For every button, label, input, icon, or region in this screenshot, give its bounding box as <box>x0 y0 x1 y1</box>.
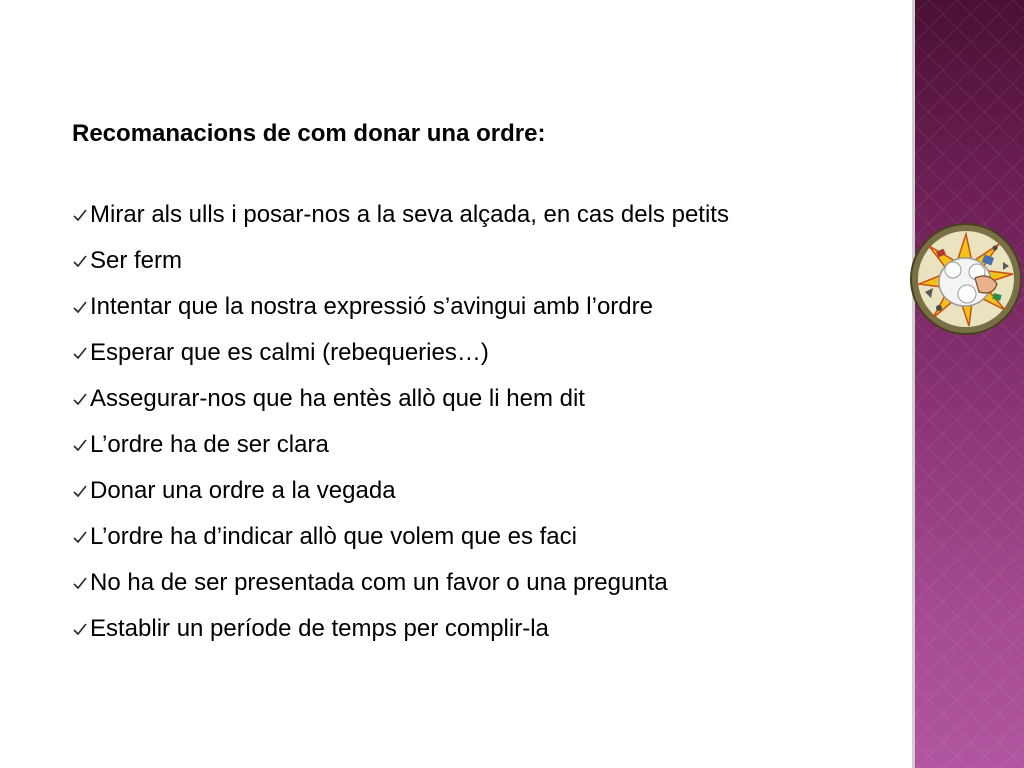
slide-heading: Recomanacions de com donar una ordre: <box>72 120 546 147</box>
list-item <box>72 330 892 376</box>
list-item <box>72 284 892 330</box>
slide-content <box>72 112 892 652</box>
list-item <box>72 376 892 422</box>
checkmark-icon <box>72 253 88 269</box>
diamond-pattern <box>915 0 1024 768</box>
list-item-text: Mirar als ulls i posar-nos a la seva alçada, en cas dels petits <box>90 201 729 228</box>
angry-cartoon-emblem-icon <box>909 222 1023 336</box>
list-item-text: Ser ferm <box>90 247 183 274</box>
checkmark-icon <box>72 437 88 453</box>
list-item <box>72 422 892 468</box>
checkmark-icon <box>72 529 88 545</box>
checkmark-icon <box>72 621 88 637</box>
checkmark-icon <box>72 391 88 407</box>
checkmark-icon <box>72 575 88 591</box>
list-item <box>72 560 892 606</box>
list-item-text: Intentar que la nostra expressió s’avingui amb l’ordre <box>90 293 653 320</box>
checkmark-icon <box>72 483 88 499</box>
decorative-sidebar <box>912 0 1024 768</box>
list-item-text: No ha de ser presentada com un favor o una pregunta <box>90 569 668 596</box>
list-item-text: Assegurar-nos que ha entès allò que li hem dit <box>90 385 585 412</box>
checkmark-icon <box>72 299 88 315</box>
recommendation-list <box>72 192 892 652</box>
list-item-text: Esperar que es calmi (rebequeries…) <box>90 339 489 366</box>
list-item <box>72 514 892 560</box>
list-item-text: L’ordre ha de ser clara <box>90 431 329 458</box>
list-item <box>72 238 892 284</box>
checkmark-icon <box>72 345 88 361</box>
list-item <box>72 468 892 514</box>
list-item-text: Establir un període de temps per complir-la <box>90 615 549 642</box>
list-item <box>72 606 892 652</box>
list-item-text: Donar una ordre a la vegada <box>90 477 396 504</box>
list-item <box>72 192 892 238</box>
checkmark-icon <box>72 207 88 223</box>
list-item-text: L’ordre ha d’indicar allò que volem que es faci <box>90 523 577 550</box>
